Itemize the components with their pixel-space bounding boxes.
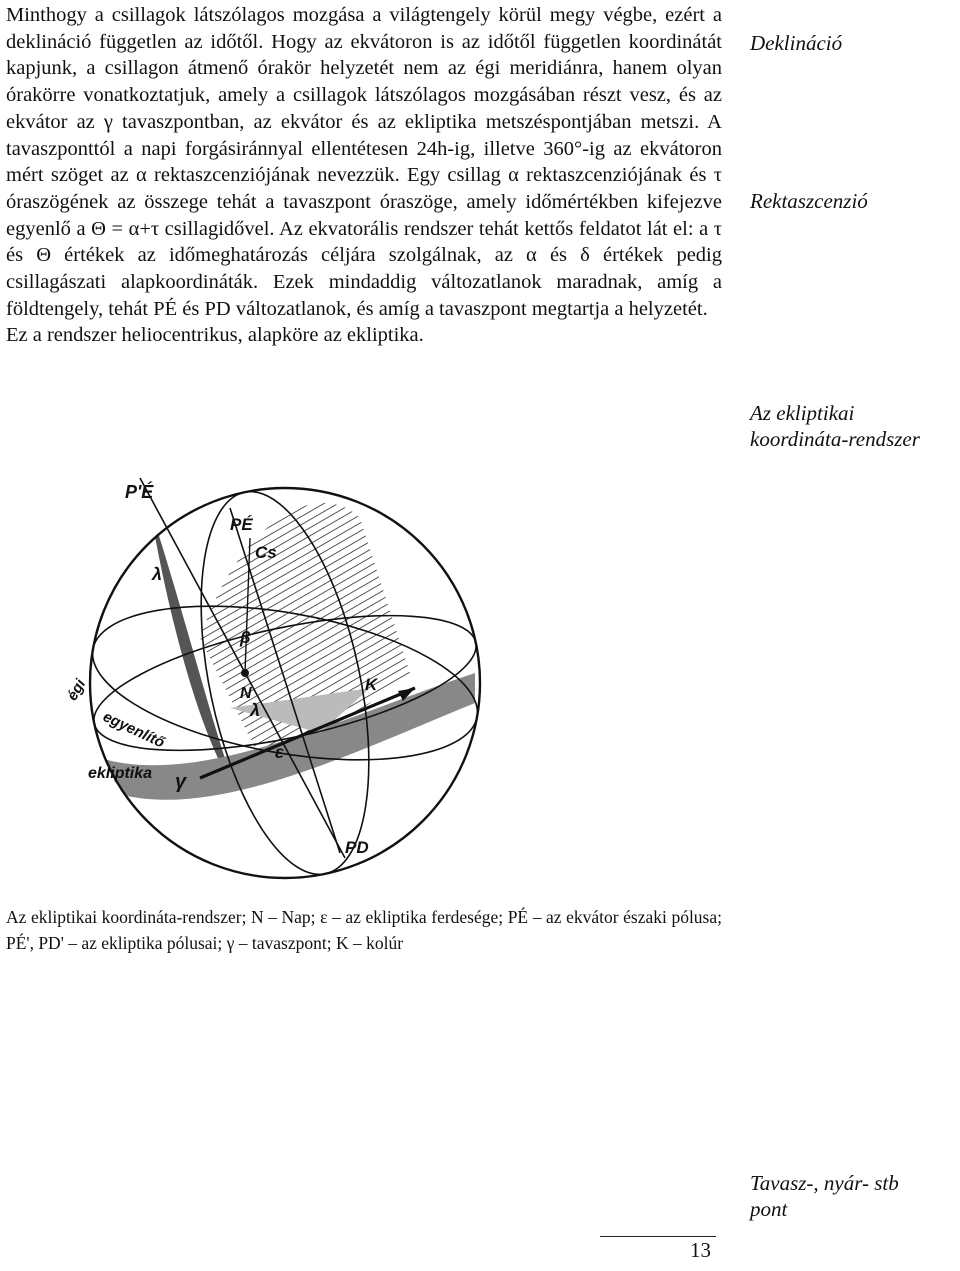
margin-note-rektaszcenzio: Rektaszcenzió — [750, 189, 868, 213]
paragraph-equatorial: Minthogy a csillagok látszólagos mozgása a világtengely körül megy végbe, ezért a deklináció független az időtől. Hogy az ekvátoron is az időtől független koordinátát kapjunk, a csillagon átmenő órakör helyzetét nem az égi meridiánra, hanem olyan órakörre vonatkoztatjuk, amely a csillagok látszólagos mozgásában részt vesz, és az ekvátor az γ tavaszpontban, az ekvátor és az ekliptika metszéspontjában metszi. A tavaszponttól a napi forgásiránnyal ellentétesen 24h-ig, illetve 360°-ig az ekvátoron mért szöget az α rektaszcenziójának nevezzük. Egy csillag α rektaszcenziójának és τ óraszögének az összege tehát a tavaszpont óraszöge, amely időmértékben kifejezve egyenlő a Θ = α+τ csillagidővel. Az ekvatorális rendszer tehát kettős feldatot lát el: a τ és Θ értékek az időmeghatározás céljára szolgálnak, az α és δ értékek pedig csillagászati alapkoordináták. Ezek mindaddig változatlanok maradnak, amíg a földtengely, tehát PÉ és PD változatlanok, és amíg a tavaszpont megtartja a helyzetét. — [6, 4, 722, 320]
label-lambda: λ — [250, 700, 261, 720]
paragraph-heliocentric: Ez a rendszer heliocentrikus, alapköre az ekliptika. — [6, 324, 424, 347]
figure-caption: Az ekliptikai koordináta-rendszer; N – Nap; ε – az ekliptika ferdesége; PÉ – az ekvátor északi pólusa; PÉ', PD' – az ekliptika pólusai; γ – tavaszpont; K – kolúr — [6, 907, 722, 953]
label-epsilon: ε — [275, 742, 284, 762]
margin-note-ekliptikai-line2: koordináta-rendszer — [750, 427, 920, 451]
margin-note-ekliptikai — [750, 400, 920, 452]
label-n: N — [240, 685, 252, 702]
label-lambda-left: λ — [152, 564, 163, 584]
label-beta: β — [240, 628, 251, 647]
margin-note-tavasz-line2: pont — [750, 1197, 788, 1221]
label-pd: PD — [345, 838, 369, 857]
margin-note-tavasz — [750, 1170, 899, 1222]
label-egyenlito: egyenlítő — [100, 708, 168, 752]
page-number: 13 — [690, 1238, 711, 1262]
body-paragraph-1 — [6, 2, 722, 349]
margin-note-deklinacio: Deklináció — [750, 31, 843, 55]
celestial-sphere-diagram — [63, 458, 640, 878]
label-egi: égi — [63, 676, 90, 704]
label-k: K — [365, 675, 378, 694]
label-pe: PÉ — [230, 515, 253, 534]
footer-rule — [600, 1236, 716, 1237]
margin-note-ekliptikai-line1: Az ekliptikai — [750, 401, 855, 425]
margin-note-tavasz-line1: Tavasz-, nyár- stb — [750, 1171, 899, 1195]
ecliptic-coordinate-figure — [63, 458, 640, 878]
label-gamma: γ — [175, 771, 187, 793]
label-pe-prime: P'É — [125, 482, 154, 502]
label-cs: Cs — [255, 543, 277, 562]
label-ekliptika: ekliptika — [88, 765, 153, 782]
sun-point — [241, 669, 249, 677]
